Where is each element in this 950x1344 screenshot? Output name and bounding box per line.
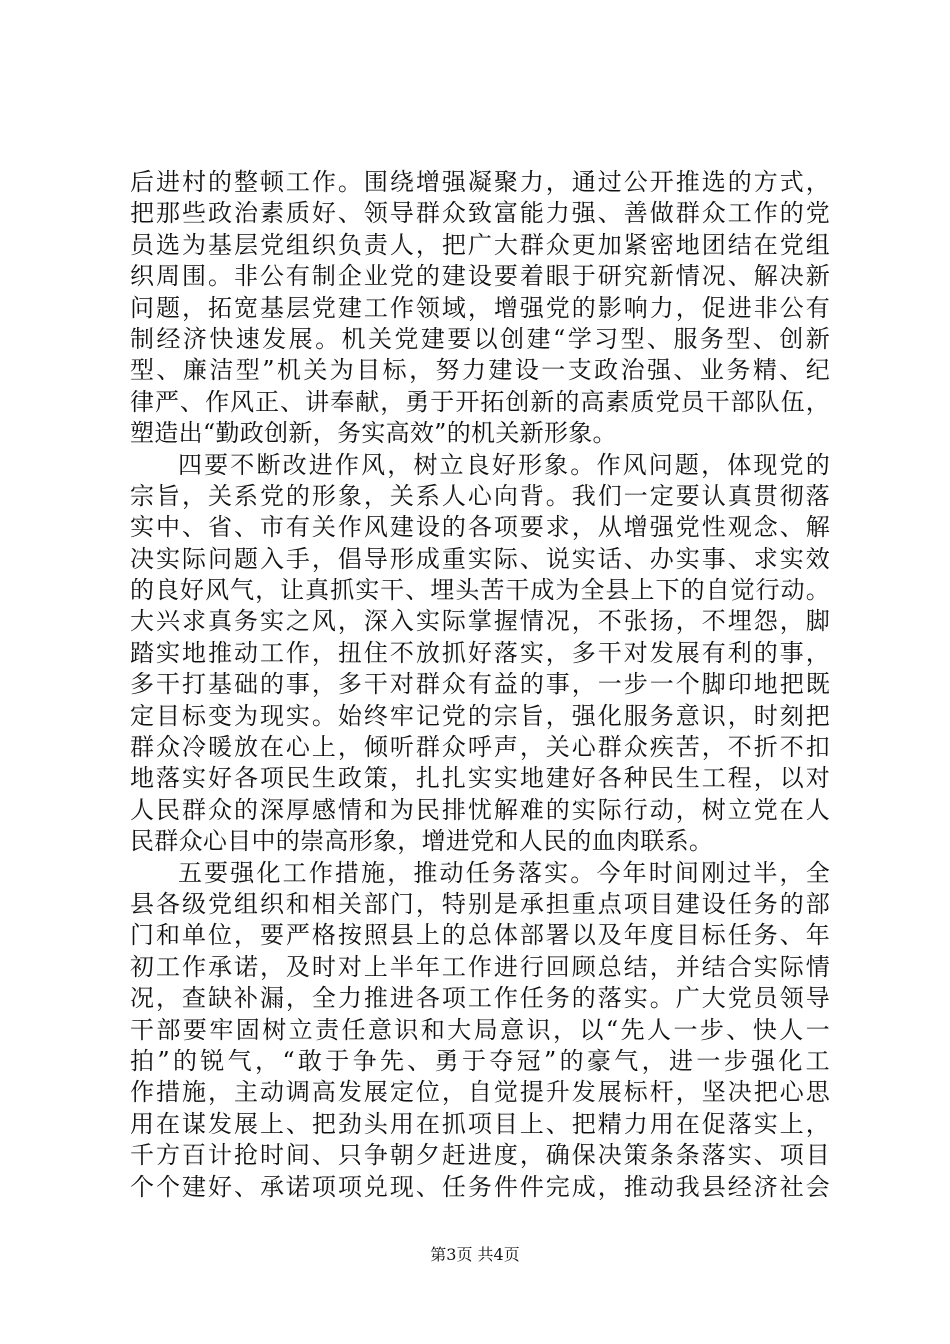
text-line: 律严、作风正、讲奉献，勇于开拓创新的高素质党员干部队伍，: [130, 387, 830, 416]
document-body: [130, 167, 830, 1203]
text-line: 问题，拓宽基层党建工作领域，增强党的影响力，促进非公有: [130, 293, 830, 322]
text-line: 制经济快速发展。机关党建要以创建“学习型、服务型、创新: [130, 324, 830, 353]
text-line: 民群众心目中的崇高形象，增进党和人民的血肉联系。: [130, 827, 714, 856]
text-line: 把那些政治素质好、领导群众致富能力强、善做群众工作的党: [130, 199, 830, 228]
page-footer: 第3页 共4页: [430, 1245, 520, 1264]
text-line: 群众冷暖放在心上，倾听群众呼声，关心群众疾苦，不折不扣: [130, 733, 830, 762]
text-line: 的良好风气，让真抓实干、埋头苦干成为全县上下的自觉行动。: [130, 576, 830, 605]
text-line: 拍”的锐气，“敢于争先、勇于夺冠”的豪气，进一步强化工: [130, 1046, 830, 1075]
text-line: 大兴求真务实之风，深入实际掌握情况，不张扬，不埋怨，脚: [130, 607, 830, 636]
text-line: 踏实地推动工作，扭住不放抓好落实，多干对发展有利的事，: [130, 638, 830, 667]
text-line: 织周围。非公有制企业党的建设要着眼于研究新情况、解决新: [130, 262, 830, 291]
text-line: 多干打基础的事，多干对群众有益的事，一步一个脚印地把既: [130, 670, 830, 699]
text-line: 塑造出“勤政创新，务实高效”的机关新形象。: [130, 419, 617, 448]
text-line: 五要强化工作措施，推动任务落实。今年时间刚过半，全: [178, 858, 830, 887]
text-line: 门和单位，要严格按照县上的总体部署以及年度目标任务、年: [130, 921, 830, 950]
text-line: 后进村的整顿工作。围绕增强凝聚力，通过公开推选的方式，: [130, 168, 830, 196]
text-line: 定目标变为现实。始终牢记党的宗旨，强化服务意识，时刻把: [130, 701, 830, 730]
text-line: 决实际问题入手，倡导形成重实际、说实话、办实事、求实效: [130, 544, 830, 573]
text-line: 作措施，主动调高发展定位，自觉提升发展标杆，坚决把心思: [130, 1078, 830, 1107]
text-line: 个个建好、承诺项项兑现、任务件件完成，推动我县经济社会: [130, 1172, 830, 1201]
text-line: 千方百计抢时间、只争朝夕赶进度，确保决策条条落实、项目: [130, 1141, 830, 1170]
text-line: 实中、省、市有关作风建设的各项要求，从增强党性观念、解: [130, 513, 830, 542]
text-line: 型、廉洁型”机关为目标，努力建设一支政治强、业务精、纪: [130, 356, 830, 385]
text-line: 四要不断改进作风，树立良好形象。作风问题，体现党的: [178, 450, 830, 479]
text-line: 初工作承诺，及时对上半年工作进行回顾总结，并结合实际情: [130, 952, 830, 981]
text-line: 宗旨，关系党的形象，关系人心向背。我们一定要认真贯彻落: [130, 481, 830, 510]
text-line: 人民群众的深厚感情和为民排忧解难的实际行动，树立党在人: [130, 795, 830, 824]
text-line: 况，查缺补漏，全力推进各项工作任务的落实。广大党员领导: [130, 984, 830, 1013]
text-line: 县各级党组织和相关部门，特别是承担重点项目建设任务的部: [130, 889, 830, 918]
text-line: 员选为基层党组织负责人，把广大群众更加紧密地团结在党组: [130, 230, 830, 259]
text-line: 用在谋发展上、把劲头用在抓项目上、把精力用在促落实上，: [130, 1109, 830, 1138]
text-line: 地落实好各项民生政策，扎扎实实地建好各种民生工程，以对: [130, 764, 830, 793]
text-line: 干部要牢固树立责任意识和大局意识，以“先人一步、快人一: [130, 1015, 830, 1044]
